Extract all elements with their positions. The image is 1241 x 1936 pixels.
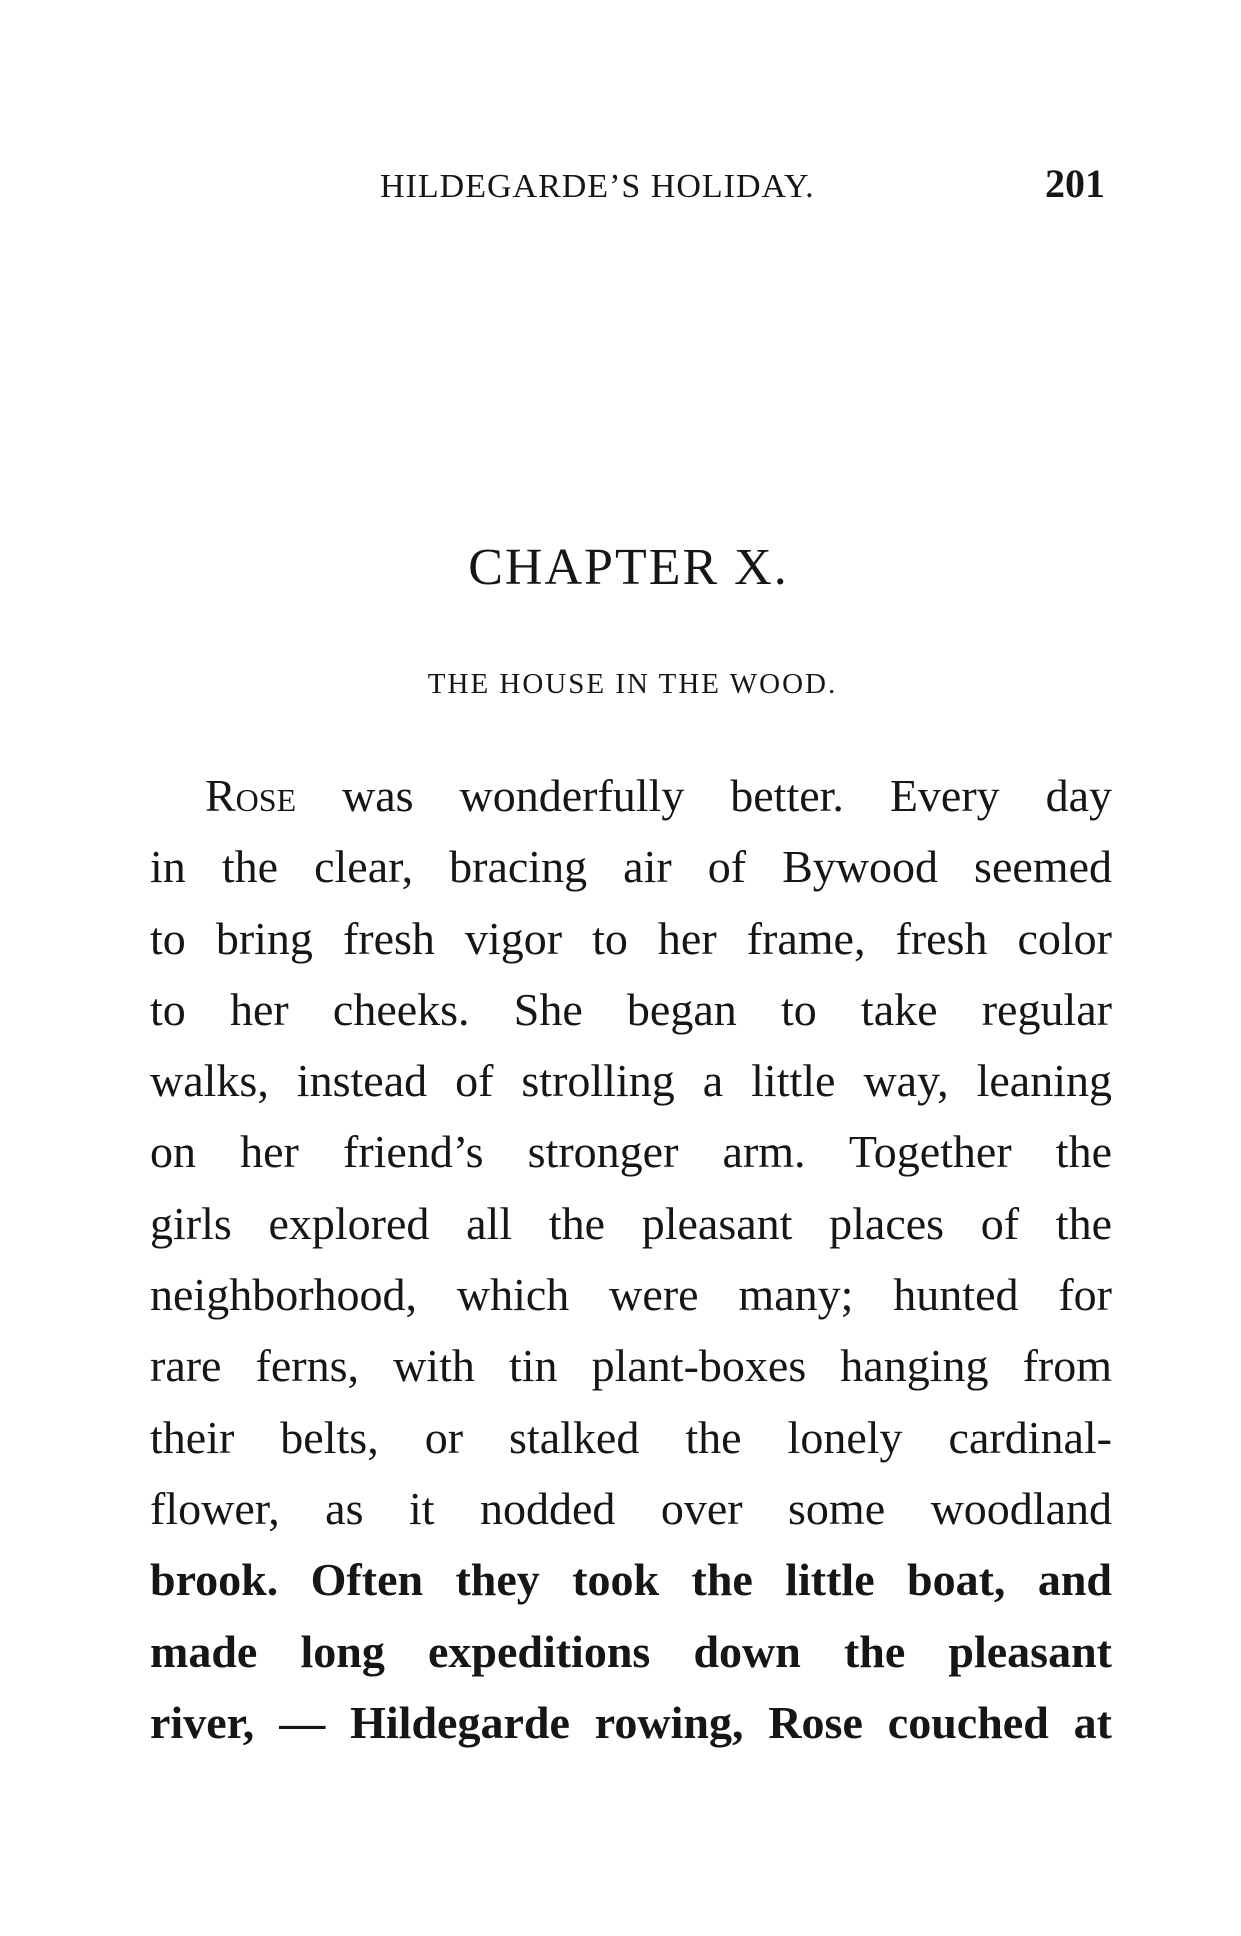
body-paragraph (150, 760, 1112, 1758)
first-word: Rose (205, 770, 297, 821)
text-line-1-rest: was wonderfully better. Every day (296, 770, 1112, 821)
text-line-14: river, — Hildegarde rowing, Rose couched at (150, 1696, 1112, 1748)
text-line-5: walks, instead of strolling a little way, leaning (150, 1055, 1112, 1107)
chapter-subtitle: THE HOUSE IN THE WOOD. (427, 668, 838, 700)
chapter-title: CHAPTER X. (468, 539, 789, 596)
text-line-1 (150, 760, 1112, 831)
page-number: 201 (1045, 161, 1105, 206)
text-line-8: neighborhood, which were many; hunted for (150, 1269, 1112, 1321)
text-line-2: in the clear, bracing air of Bywood seemed (150, 841, 1112, 893)
text-line-6: on her friend’s stronger arm. Together the (150, 1126, 1112, 1178)
text-line-11: flower, as it nodded over some woodland (150, 1482, 1112, 1534)
text-line-10: their belts, or stalked the lonely cardinal- (150, 1411, 1112, 1463)
text-line-3: to bring fresh vigor to her frame, fresh color (150, 912, 1112, 964)
text-line-9: rare ferns, with tin plant-boxes hanging from (150, 1340, 1112, 1392)
text-line-12: brook. Often they took the little boat, and (150, 1554, 1112, 1606)
text-line-7: girls explored all the pleasant places of the (150, 1197, 1112, 1249)
text-line-4: to her cheeks. She began to take regular (150, 983, 1112, 1035)
running-head-title: HILDEGARDE’S HOLIDAY. (380, 168, 815, 205)
text-line-13: made long expeditions down the pleasant (150, 1625, 1112, 1677)
